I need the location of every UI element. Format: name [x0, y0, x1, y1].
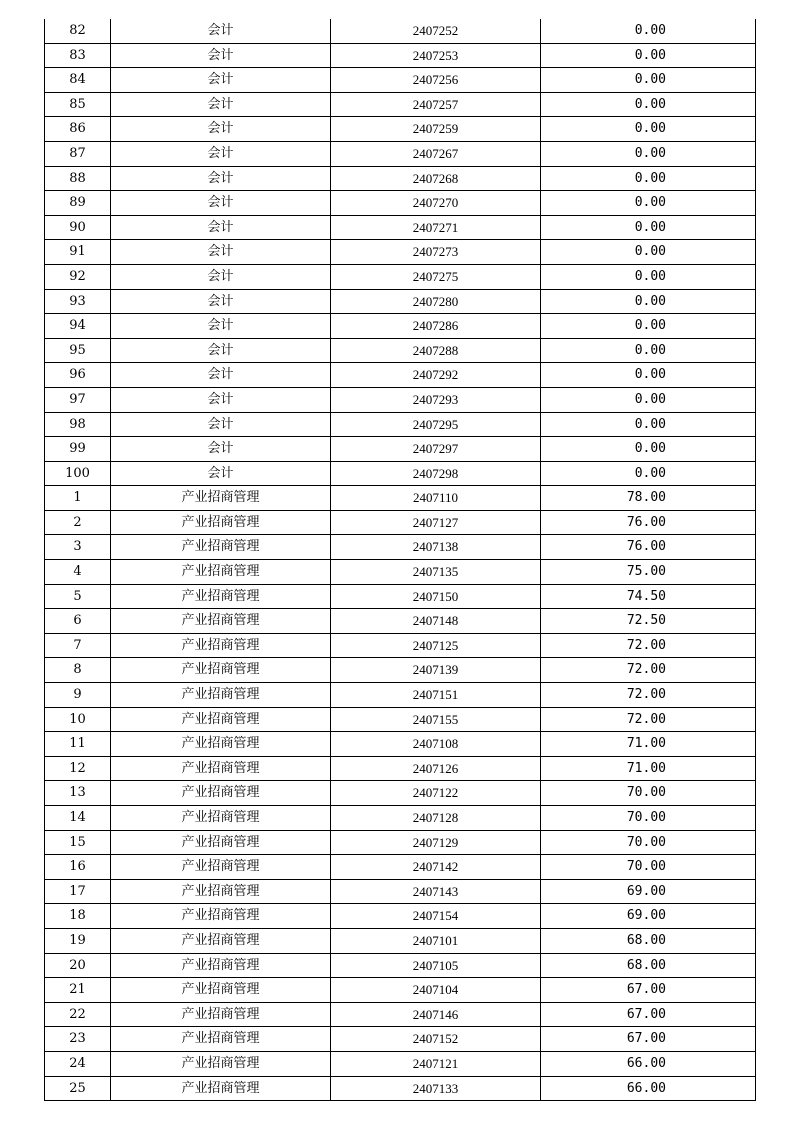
score-table	[44, 19, 756, 1101]
table-row	[45, 732, 756, 757]
major-cell: 产业招商管理	[111, 584, 331, 609]
table-row	[45, 658, 756, 683]
table-row	[45, 535, 756, 560]
major-cell: 产业招商管理	[111, 806, 331, 831]
candidate-id-cell: 2407150	[331, 584, 541, 609]
table-row	[45, 1051, 756, 1076]
major-cell: 产业招商管理	[111, 633, 331, 658]
score-cell: 67.00	[541, 978, 756, 1003]
table-row	[45, 363, 756, 388]
row-index-cell: 20	[45, 953, 111, 978]
score-cell: 0.00	[541, 338, 756, 363]
major-cell: 会计	[111, 412, 331, 437]
major-cell: 产业招商管理	[111, 756, 331, 781]
table-row	[45, 19, 756, 43]
candidate-id-cell: 2407142	[331, 855, 541, 880]
major-cell: 产业招商管理	[111, 535, 331, 560]
candidate-id-cell: 2407280	[331, 289, 541, 314]
candidate-id-cell: 2407152	[331, 1027, 541, 1052]
score-cell: 70.00	[541, 806, 756, 831]
score-cell: 0.00	[541, 43, 756, 68]
table-row	[45, 191, 756, 216]
candidate-id-cell: 2407105	[331, 953, 541, 978]
table-row	[45, 166, 756, 191]
major-cell: 产业招商管理	[111, 978, 331, 1003]
score-cell: 66.00	[541, 1051, 756, 1076]
major-cell: 产业招商管理	[111, 1076, 331, 1101]
major-cell: 会计	[111, 43, 331, 68]
major-cell: 会计	[111, 117, 331, 142]
candidate-id-cell: 2407151	[331, 683, 541, 708]
candidate-id-cell: 2407101	[331, 928, 541, 953]
score-cell: 0.00	[541, 264, 756, 289]
row-index-cell: 94	[45, 314, 111, 339]
candidate-id-cell: 2407268	[331, 166, 541, 191]
score-cell: 78.00	[541, 486, 756, 511]
row-index-cell: 15	[45, 830, 111, 855]
candidate-id-cell: 2407139	[331, 658, 541, 683]
candidate-id-cell: 2407126	[331, 756, 541, 781]
row-index-cell: 91	[45, 240, 111, 265]
table-row	[45, 830, 756, 855]
score-cell: 69.00	[541, 879, 756, 904]
row-index-cell: 9	[45, 683, 111, 708]
candidate-id-cell: 2407271	[331, 215, 541, 240]
major-cell: 产业招商管理	[111, 658, 331, 683]
candidate-id-cell: 2407125	[331, 633, 541, 658]
row-index-cell: 21	[45, 978, 111, 1003]
candidate-id-cell: 2407259	[331, 117, 541, 142]
row-index-cell: 86	[45, 117, 111, 142]
table-row	[45, 338, 756, 363]
candidate-id-cell: 2407122	[331, 781, 541, 806]
table-row	[45, 43, 756, 68]
score-cell: 72.00	[541, 707, 756, 732]
score-cell: 0.00	[541, 191, 756, 216]
major-cell: 产业招商管理	[111, 1051, 331, 1076]
candidate-id-cell: 2407155	[331, 707, 541, 732]
table-row	[45, 92, 756, 117]
major-cell: 会计	[111, 437, 331, 462]
table-row	[45, 806, 756, 831]
score-cell: 67.00	[541, 1027, 756, 1052]
row-index-cell: 98	[45, 412, 111, 437]
score-cell: 69.00	[541, 904, 756, 929]
row-index-cell: 16	[45, 855, 111, 880]
row-index-cell: 25	[45, 1076, 111, 1101]
row-index-cell: 85	[45, 92, 111, 117]
score-cell: 0.00	[541, 117, 756, 142]
row-index-cell: 99	[45, 437, 111, 462]
candidate-id-cell: 2407104	[331, 978, 541, 1003]
row-index-cell: 2	[45, 510, 111, 535]
row-index-cell: 13	[45, 781, 111, 806]
score-cell: 0.00	[541, 166, 756, 191]
row-index-cell: 17	[45, 879, 111, 904]
score-cell: 0.00	[541, 412, 756, 437]
major-cell: 会计	[111, 314, 331, 339]
row-index-cell: 87	[45, 141, 111, 166]
row-index-cell: 12	[45, 756, 111, 781]
score-cell: 0.00	[541, 387, 756, 412]
table-row	[45, 141, 756, 166]
table-row	[45, 387, 756, 412]
score-cell: 71.00	[541, 756, 756, 781]
row-index-cell: 83	[45, 43, 111, 68]
row-index-cell: 6	[45, 609, 111, 634]
table-row	[45, 68, 756, 93]
candidate-id-cell: 2407256	[331, 68, 541, 93]
score-cell: 76.00	[541, 535, 756, 560]
table-row	[45, 683, 756, 708]
candidate-id-cell: 2407257	[331, 92, 541, 117]
major-cell: 产业招商管理	[111, 928, 331, 953]
row-index-cell: 89	[45, 191, 111, 216]
major-cell: 会计	[111, 92, 331, 117]
table-row	[45, 707, 756, 732]
table-row	[45, 904, 756, 929]
candidate-id-cell: 2407293	[331, 387, 541, 412]
major-cell: 会计	[111, 289, 331, 314]
score-cell: 72.00	[541, 658, 756, 683]
score-cell: 0.00	[541, 437, 756, 462]
score-table-body	[45, 19, 756, 1101]
row-index-cell: 4	[45, 560, 111, 585]
candidate-id-cell: 2407297	[331, 437, 541, 462]
row-index-cell: 84	[45, 68, 111, 93]
candidate-id-cell: 2407138	[331, 535, 541, 560]
score-cell: 68.00	[541, 928, 756, 953]
table-row	[45, 510, 756, 535]
score-cell: 74.50	[541, 584, 756, 609]
table-row	[45, 633, 756, 658]
table-row	[45, 928, 756, 953]
table-row	[45, 437, 756, 462]
score-cell: 70.00	[541, 781, 756, 806]
row-index-cell: 97	[45, 387, 111, 412]
major-cell: 产业招商管理	[111, 1002, 331, 1027]
major-cell: 会计	[111, 141, 331, 166]
candidate-id-cell: 2407146	[331, 1002, 541, 1027]
table-row	[45, 461, 756, 486]
table-row	[45, 953, 756, 978]
score-cell: 72.00	[541, 633, 756, 658]
row-index-cell: 23	[45, 1027, 111, 1052]
candidate-id-cell: 2407253	[331, 43, 541, 68]
major-cell: 产业招商管理	[111, 855, 331, 880]
row-index-cell: 96	[45, 363, 111, 388]
score-cell: 72.50	[541, 609, 756, 634]
row-index-cell: 95	[45, 338, 111, 363]
row-index-cell: 11	[45, 732, 111, 757]
major-cell: 会计	[111, 215, 331, 240]
row-index-cell: 100	[45, 461, 111, 486]
candidate-id-cell: 2407133	[331, 1076, 541, 1101]
table-row	[45, 609, 756, 634]
score-cell: 76.00	[541, 510, 756, 535]
score-cell: 0.00	[541, 363, 756, 388]
row-index-cell: 19	[45, 928, 111, 953]
table-row	[45, 1027, 756, 1052]
major-cell: 会计	[111, 19, 331, 43]
candidate-id-cell: 2407267	[331, 141, 541, 166]
major-cell: 产业招商管理	[111, 732, 331, 757]
major-cell: 产业招商管理	[111, 830, 331, 855]
table-row	[45, 879, 756, 904]
row-index-cell: 1	[45, 486, 111, 511]
major-cell: 会计	[111, 191, 331, 216]
score-cell: 0.00	[541, 19, 756, 43]
score-cell: 0.00	[541, 141, 756, 166]
row-index-cell: 22	[45, 1002, 111, 1027]
candidate-id-cell: 2407135	[331, 560, 541, 585]
major-cell: 会计	[111, 68, 331, 93]
candidate-id-cell: 2407121	[331, 1051, 541, 1076]
score-cell: 66.00	[541, 1076, 756, 1101]
row-index-cell: 5	[45, 584, 111, 609]
table-row	[45, 978, 756, 1003]
table-row	[45, 240, 756, 265]
score-cell: 68.00	[541, 953, 756, 978]
candidate-id-cell: 2407292	[331, 363, 541, 388]
score-cell: 0.00	[541, 215, 756, 240]
candidate-id-cell: 2407295	[331, 412, 541, 437]
candidate-id-cell: 2407270	[331, 191, 541, 216]
row-index-cell: 18	[45, 904, 111, 929]
candidate-id-cell: 2407252	[331, 19, 541, 43]
table-row	[45, 486, 756, 511]
score-cell: 70.00	[541, 855, 756, 880]
table-row	[45, 412, 756, 437]
table-row	[45, 1002, 756, 1027]
row-index-cell: 88	[45, 166, 111, 191]
table-row	[45, 264, 756, 289]
major-cell: 产业招商管理	[111, 953, 331, 978]
row-index-cell: 93	[45, 289, 111, 314]
candidate-id-cell: 2407273	[331, 240, 541, 265]
candidate-id-cell: 2407298	[331, 461, 541, 486]
candidate-id-cell: 2407275	[331, 264, 541, 289]
candidate-id-cell: 2407129	[331, 830, 541, 855]
row-index-cell: 10	[45, 707, 111, 732]
table-row	[45, 289, 756, 314]
candidate-id-cell: 2407110	[331, 486, 541, 511]
major-cell: 产业招商管理	[111, 560, 331, 585]
score-cell: 72.00	[541, 683, 756, 708]
table-row	[45, 560, 756, 585]
major-cell: 产业招商管理	[111, 707, 331, 732]
major-cell: 会计	[111, 363, 331, 388]
major-cell: 会计	[111, 264, 331, 289]
candidate-id-cell: 2407154	[331, 904, 541, 929]
score-cell: 0.00	[541, 240, 756, 265]
major-cell: 产业招商管理	[111, 683, 331, 708]
table-row	[45, 781, 756, 806]
table-row	[45, 756, 756, 781]
table-row	[45, 1076, 756, 1101]
row-index-cell: 24	[45, 1051, 111, 1076]
major-cell: 产业招商管理	[111, 609, 331, 634]
candidate-id-cell: 2407128	[331, 806, 541, 831]
table-row	[45, 314, 756, 339]
major-cell: 会计	[111, 338, 331, 363]
row-index-cell: 90	[45, 215, 111, 240]
major-cell: 会计	[111, 387, 331, 412]
candidate-id-cell: 2407127	[331, 510, 541, 535]
row-index-cell: 8	[45, 658, 111, 683]
major-cell: 产业招商管理	[111, 510, 331, 535]
major-cell: 产业招商管理	[111, 1027, 331, 1052]
row-index-cell: 3	[45, 535, 111, 560]
table-row	[45, 117, 756, 142]
candidate-id-cell: 2407286	[331, 314, 541, 339]
candidate-id-cell: 2407288	[331, 338, 541, 363]
score-cell: 0.00	[541, 92, 756, 117]
score-cell: 0.00	[541, 289, 756, 314]
major-cell: 产业招商管理	[111, 879, 331, 904]
score-cell: 75.00	[541, 560, 756, 585]
score-cell: 0.00	[541, 461, 756, 486]
major-cell: 产业招商管理	[111, 904, 331, 929]
score-cell: 71.00	[541, 732, 756, 757]
row-index-cell: 14	[45, 806, 111, 831]
table-row	[45, 855, 756, 880]
candidate-id-cell: 2407143	[331, 879, 541, 904]
major-cell: 会计	[111, 461, 331, 486]
score-cell: 67.00	[541, 1002, 756, 1027]
score-cell: 0.00	[541, 68, 756, 93]
major-cell: 产业招商管理	[111, 781, 331, 806]
major-cell: 会计	[111, 240, 331, 265]
major-cell: 会计	[111, 166, 331, 191]
table-row	[45, 215, 756, 240]
candidate-id-cell: 2407148	[331, 609, 541, 634]
major-cell: 产业招商管理	[111, 486, 331, 511]
score-cell: 70.00	[541, 830, 756, 855]
row-index-cell: 7	[45, 633, 111, 658]
table-row	[45, 584, 756, 609]
candidate-id-cell: 2407108	[331, 732, 541, 757]
score-cell: 0.00	[541, 314, 756, 339]
row-index-cell: 92	[45, 264, 111, 289]
row-index-cell: 82	[45, 19, 111, 43]
